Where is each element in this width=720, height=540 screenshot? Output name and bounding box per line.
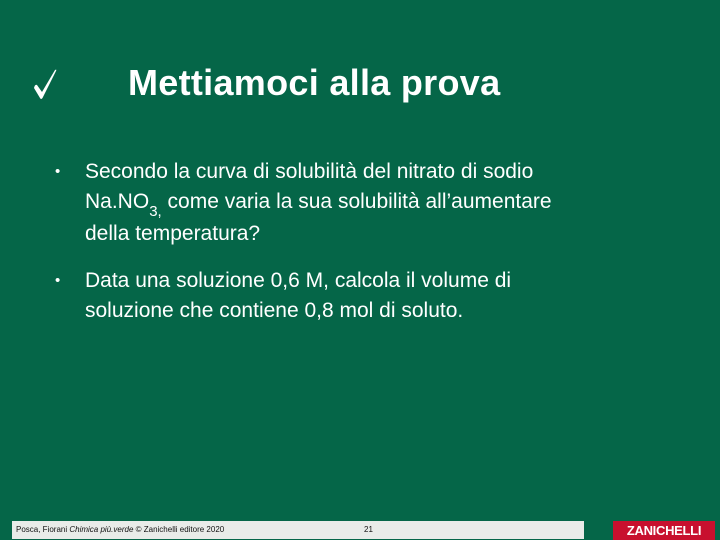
credit-authors: Posca, Fiorani xyxy=(16,525,70,534)
footer-credit xyxy=(16,523,224,537)
bullet-text-formula: Na.NO xyxy=(85,190,150,213)
bullet-text-line: della temperatura? xyxy=(85,222,261,245)
bullet-dot: • xyxy=(55,163,61,180)
check-icon xyxy=(32,68,58,102)
bullet-text-line: soluzione che contiene 0,8 mol di soluto. xyxy=(85,299,464,322)
page-number: 21 xyxy=(364,525,373,534)
formula-subscript: 3, xyxy=(149,203,162,220)
bullet-text-line: Secondo la curva di solubilità del nitrato di sodio xyxy=(85,160,534,183)
bullet-text-line: come varia la sua solubilità all’aumentare xyxy=(161,190,552,213)
slide-title: Mettiamoci alla prova xyxy=(128,62,501,103)
bullet-item-volume xyxy=(55,266,645,326)
credit-publisher: © Zanichelli editore 2020 xyxy=(133,525,225,534)
footer xyxy=(0,518,720,540)
bullet-item-solubility xyxy=(55,157,645,249)
zanichelli-logo: ZANICHELLI xyxy=(613,521,715,540)
bullet-dot: • xyxy=(55,272,61,289)
bullet-text-line: Data una soluzione 0,6 M, calcola il volume di xyxy=(85,269,512,292)
credit-book-title: Chimica più.verde xyxy=(69,525,134,534)
